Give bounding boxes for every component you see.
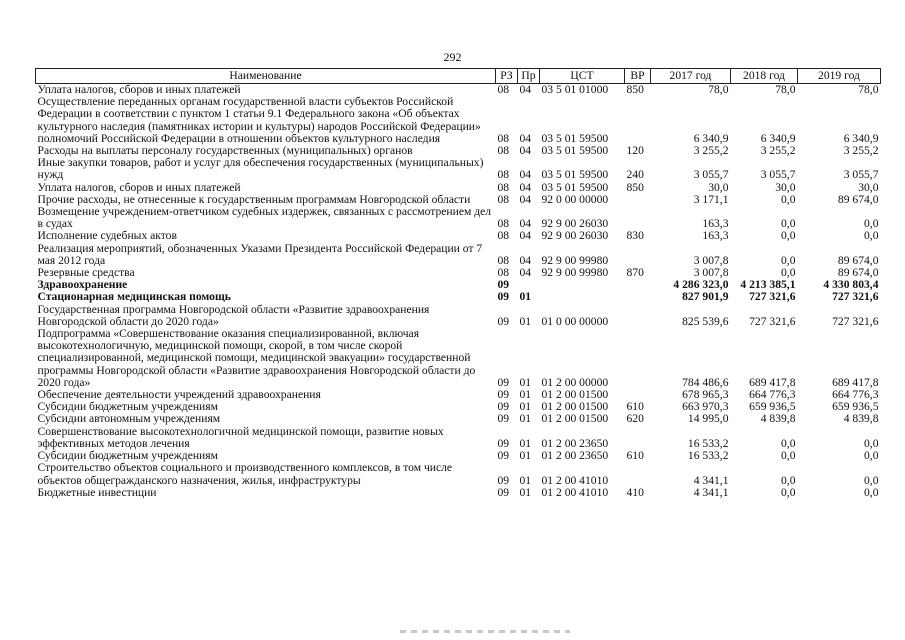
cell-name: Иные закупки товаров, работ и услуг для обеспечения государственных (муниципальных) нужд bbox=[37, 156, 484, 182]
cell-cst: 01 2 00 01500 bbox=[541, 400, 609, 414]
cell-cst: 01 2 00 23650 bbox=[541, 436, 609, 450]
cell-y2018: 727 321,6 bbox=[749, 314, 796, 328]
cell-pr: 04 bbox=[519, 83, 532, 96]
cell-y2017: 3 055,7 bbox=[693, 168, 729, 182]
cell-y2019: 727 321,6 bbox=[832, 290, 879, 304]
cell-name: Прочие расходы, не отнесенные к государственным программам Новгородской области bbox=[37, 192, 471, 206]
cell-vr: 870 bbox=[626, 266, 644, 280]
cell-y2018: 4 213 385,1 bbox=[740, 278, 796, 292]
cell-y2019: 659 936,5 bbox=[832, 400, 879, 414]
table-row bbox=[36, 230, 881, 242]
table-row bbox=[36, 182, 881, 194]
cell-cst: 92 9 00 99980 bbox=[541, 266, 609, 280]
cell-rz: 09 bbox=[497, 388, 510, 402]
cell-name: Бюджетные инвестиции bbox=[37, 485, 157, 499]
cell-y2017: 678 965,3 bbox=[682, 388, 729, 402]
cell-y2017: 3 255,2 bbox=[693, 144, 729, 158]
cell-cst: 01 2 00 41010 bbox=[541, 485, 609, 499]
cell-name: Расходы на выплаты персоналу государственных (муниципальных) органов bbox=[37, 144, 413, 158]
cell-rz: 09 bbox=[497, 485, 510, 499]
cell-cst: 92 9 00 99980 bbox=[541, 253, 609, 267]
table-row bbox=[36, 487, 881, 499]
cell-name: Субсидии бюджетным учреждениям bbox=[37, 449, 218, 463]
cell-pr: 04 bbox=[519, 168, 532, 182]
cell-vr: 850 bbox=[626, 83, 644, 96]
cell-y2019: 727 321,6 bbox=[832, 314, 879, 328]
cell-name: Осуществление переданных органам государственной власти субъектов Российской Федерации в соответствии с пунктом 1 статьи 9.1 Федерального закона «Об объектах культурного наследия (памятниках истории и культуры) народов Российской Федерации» полномочий Российской Федерации в отношении объектов культурного наследия bbox=[37, 95, 481, 145]
cell-vr: 120 bbox=[626, 144, 644, 158]
cell-y2019: 30,0 bbox=[858, 180, 879, 194]
cell-rz: 08 bbox=[497, 192, 510, 206]
cell-y2017: 3 007,8 bbox=[693, 253, 729, 267]
cell-y2017: 163,3 bbox=[702, 217, 729, 231]
cell-y2019: 0,0 bbox=[864, 449, 879, 463]
cell-vr: 830 bbox=[626, 229, 644, 243]
table-row bbox=[36, 426, 881, 450]
cell-y2017: 3 007,8 bbox=[693, 266, 729, 280]
header-vr: ВР bbox=[625, 69, 651, 84]
cell-y2017: 827 901,9 bbox=[682, 290, 729, 304]
cell-name: Субсидии автономным учреждениям bbox=[37, 412, 221, 426]
cell-y2017: 16 533,2 bbox=[687, 449, 729, 463]
cell-cst: 03 5 01 01000 bbox=[541, 83, 609, 96]
cell-name: Уплата налогов, сборов и иных платежей bbox=[37, 180, 241, 194]
cell-y2019: 89 674,0 bbox=[837, 266, 879, 280]
cell-cst: 01 2 00 41010 bbox=[541, 473, 609, 487]
cell-pr: 04 bbox=[519, 217, 532, 231]
cell-rz: 09 bbox=[497, 412, 510, 426]
cell-vr: 410 bbox=[626, 485, 644, 499]
cell-name: Обеспечение деятельности учреждений здравоохранения bbox=[37, 388, 321, 402]
cell-name: Строительство объектов социального и производственного комплексов, в том числе объектов общегражданского назначения, жилья, инфраструктуры bbox=[37, 461, 453, 487]
cell-vr bbox=[625, 279, 651, 291]
header-2017: 2017 год bbox=[651, 69, 731, 84]
table-row bbox=[36, 291, 881, 303]
cell-y2017: 30,0 bbox=[708, 180, 729, 194]
cell-pr: 01 bbox=[519, 436, 532, 450]
cell-cst: 92 9 00 26030 bbox=[541, 229, 609, 243]
page-number: 292 bbox=[443, 50, 462, 64]
cell-y2019: 6 340,9 bbox=[843, 131, 879, 145]
cell-vr bbox=[625, 194, 651, 206]
cell-y2018: 3 055,7 bbox=[760, 168, 796, 182]
cell-rz: 08 bbox=[497, 266, 510, 280]
cell-vr bbox=[625, 426, 651, 450]
cell-pr: 01 bbox=[519, 412, 532, 426]
cell-pr: 01 bbox=[519, 473, 532, 487]
table-row bbox=[36, 462, 881, 486]
cell-vr: 850 bbox=[626, 180, 644, 194]
cell-name: Возмещение учреждением-ответчиком судебных издержек, связанных с рассмотрением дел в судах bbox=[37, 205, 492, 231]
cell-cst: 03 5 01 59500 bbox=[541, 168, 609, 182]
cell-rz: 09 bbox=[497, 375, 510, 389]
cell-y2019: 89 674,0 bbox=[837, 192, 879, 206]
cell-vr bbox=[625, 328, 651, 389]
cell-rz: 09 bbox=[497, 290, 510, 304]
cell-y2017: 4 341,1 bbox=[693, 485, 729, 499]
cell-cst: 03 5 01 59500 bbox=[541, 131, 609, 145]
cell-vr bbox=[625, 243, 651, 267]
cell-y2018: 3 255,2 bbox=[760, 144, 796, 158]
cell-y2018: 0,0 bbox=[781, 266, 796, 280]
cell-name: Стационарная медицинская помощь bbox=[37, 290, 231, 304]
cell-cst: 01 2 00 00000 bbox=[541, 375, 609, 389]
cell-y2019: 664 776,3 bbox=[832, 388, 879, 402]
cell-cst: 03 5 01 59500 bbox=[541, 144, 609, 158]
scan-artifact bbox=[400, 630, 570, 633]
cell-pr: 01 bbox=[519, 449, 532, 463]
header-cst: ЦСТ bbox=[540, 69, 625, 84]
cell-y2018: 689 417,8 bbox=[749, 375, 796, 389]
cell-y2019: 0,0 bbox=[864, 436, 879, 450]
cell-y2019: 78,0 bbox=[858, 83, 879, 96]
cell-vr bbox=[625, 206, 651, 230]
cell-y2018: 727 321,6 bbox=[749, 290, 796, 304]
cell-cst bbox=[540, 279, 625, 291]
cell-rz: 09 bbox=[497, 400, 510, 414]
cell-y2018: 0,0 bbox=[781, 485, 796, 499]
cell-y2019: 0,0 bbox=[864, 217, 879, 231]
cell-y2018: 30,0 bbox=[775, 180, 796, 194]
cell-rz: 09 bbox=[497, 449, 510, 463]
table-row bbox=[36, 157, 881, 181]
cell-pr: 04 bbox=[519, 192, 532, 206]
cell-y2019: 0,0 bbox=[864, 485, 879, 499]
cell-y2018: 0,0 bbox=[781, 253, 796, 267]
cell-rz: 08 bbox=[497, 144, 510, 158]
cell-y2017: 3 171,1 bbox=[693, 192, 729, 206]
cell-pr: 01 bbox=[519, 375, 532, 389]
cell-y2017: 14 995,0 bbox=[687, 412, 729, 426]
cell-vr: 620 bbox=[626, 412, 644, 426]
cell-rz: 08 bbox=[497, 180, 510, 194]
table-body bbox=[36, 84, 881, 499]
cell-pr: 01 bbox=[519, 400, 532, 414]
table-row bbox=[36, 206, 881, 230]
cell-pr: 04 bbox=[519, 144, 532, 158]
cell-pr: 01 bbox=[519, 290, 532, 304]
cell-cst: 03 5 01 59500 bbox=[541, 180, 609, 194]
table-row bbox=[36, 328, 881, 389]
cell-rz: 09 bbox=[497, 314, 510, 328]
cell-rz: 08 bbox=[497, 131, 510, 145]
cell-y2018: 0,0 bbox=[781, 436, 796, 450]
header-2019: 2019 год bbox=[798, 69, 881, 84]
cell-y2018: 0,0 bbox=[781, 473, 796, 487]
cell-rz: 09 bbox=[497, 278, 510, 292]
cell-rz: 08 bbox=[497, 83, 510, 96]
cell-vr: 240 bbox=[626, 168, 644, 182]
cell-cst: 01 2 00 01500 bbox=[541, 412, 609, 426]
cell-rz: 08 bbox=[497, 217, 510, 231]
cell-vr bbox=[625, 304, 651, 328]
cell-y2017: 663 970,3 bbox=[682, 400, 729, 414]
cell-pr: 04 bbox=[519, 229, 532, 243]
cell-y2019: 89 674,0 bbox=[837, 253, 879, 267]
cell-name: Реализация мероприятий, обозначенных Указами Президента Российской Федерации от 7 мая 2012 года bbox=[37, 241, 483, 267]
cell-y2017: 4 286 323,0 bbox=[673, 278, 729, 292]
table-row bbox=[36, 243, 881, 267]
budget-table bbox=[35, 68, 881, 499]
cell-y2018: 6 340,9 bbox=[760, 131, 796, 145]
cell-pr: 01 bbox=[519, 485, 532, 499]
cell-y2019: 3 255,2 bbox=[843, 144, 879, 158]
cell-name: Здравоохранение bbox=[37, 278, 128, 292]
cell-vr: 610 bbox=[626, 400, 644, 414]
cell-y2019: 0,0 bbox=[864, 229, 879, 243]
cell-y2018: 0,0 bbox=[781, 192, 796, 206]
cell-name: Уплата налогов, сборов и иных платежей bbox=[37, 83, 241, 96]
table-row bbox=[36, 304, 881, 328]
cell-rz: 09 bbox=[497, 436, 510, 450]
cell-pr: 04 bbox=[519, 253, 532, 267]
cell-y2019: 0,0 bbox=[864, 473, 879, 487]
cell-pr: 04 bbox=[519, 131, 532, 145]
cell-vr bbox=[625, 96, 651, 145]
cell-name: Государственная программа Новгородской области «Развитие здравоохранения Новгородской области до 2020 года» bbox=[37, 302, 430, 328]
cell-y2017: 6 340,9 bbox=[693, 131, 729, 145]
cell-name: Подпрограмма «Совершенствование оказания специализированной, включая высокотехнологичную, медицинской помощи, скорой, в том числе скорой специализированной, медицинской помощи, медицинской эвакуации» государственной программы Новгородской области «Развитие здравоохранения Новгородской области до 2020 года» bbox=[37, 327, 476, 389]
cell-vr bbox=[625, 291, 651, 303]
cell-pr: 04 bbox=[519, 266, 532, 280]
cell-pr: 01 bbox=[519, 314, 532, 328]
cell-y2017: 78,0 bbox=[708, 83, 729, 96]
cell-name: Совершенствование высокотехнологичной медицинской помощи, развитие новых эффективных методов лечения bbox=[37, 424, 444, 450]
cell-y2019: 4 839,8 bbox=[843, 412, 879, 426]
cell-y2017: 4 341,1 bbox=[693, 473, 729, 487]
cell-y2017: 163,3 bbox=[702, 229, 729, 243]
cell-y2017: 825 539,6 bbox=[682, 314, 729, 328]
cell-cst: 92 9 00 26030 bbox=[541, 217, 609, 231]
table-row bbox=[36, 413, 881, 425]
cell-y2018: 664 776,3 bbox=[749, 388, 796, 402]
header-2018: 2018 год bbox=[731, 69, 798, 84]
cell-y2019: 3 055,7 bbox=[843, 168, 879, 182]
cell-y2018: 659 936,5 bbox=[749, 400, 796, 414]
cell-cst bbox=[540, 291, 625, 303]
cell-y2019: 689 417,8 bbox=[832, 375, 879, 389]
cell-cst: 01 2 00 23650 bbox=[541, 449, 609, 463]
cell-vr: 610 bbox=[626, 449, 644, 463]
cell-rz: 09 bbox=[497, 473, 510, 487]
cell-cst: 92 0 00 00000 bbox=[541, 192, 609, 206]
cell-name: Исполнение судебных актов bbox=[37, 229, 177, 243]
cell-cst: 01 2 00 01500 bbox=[541, 388, 609, 402]
cell-rz: 08 bbox=[497, 168, 510, 182]
table-header-row bbox=[36, 69, 881, 84]
cell-rz: 08 bbox=[497, 229, 510, 243]
header-pr: Пр bbox=[518, 69, 540, 84]
cell-y2018: 0,0 bbox=[781, 217, 796, 231]
cell-y2017: 784 486,6 bbox=[682, 375, 729, 389]
cell-y2018: 78,0 bbox=[775, 83, 796, 96]
header-name: Наименование bbox=[36, 69, 496, 84]
table-row bbox=[36, 96, 881, 145]
cell-name: Резервные средства bbox=[37, 266, 135, 280]
cell-y2019: 4 330 803,4 bbox=[823, 278, 879, 292]
header-rz: РЗ bbox=[496, 69, 518, 84]
cell-y2017: 16 533,2 bbox=[687, 436, 729, 450]
cell-pr: 01 bbox=[519, 388, 532, 402]
cell-y2018: 4 839,8 bbox=[760, 412, 796, 426]
cell-rz: 08 bbox=[497, 253, 510, 267]
cell-cst: 01 0 00 00000 bbox=[541, 314, 609, 328]
cell-y2018: 0,0 bbox=[781, 449, 796, 463]
cell-pr: 04 bbox=[519, 180, 532, 194]
cell-name: Субсидии бюджетным учреждениям bbox=[37, 400, 218, 414]
cell-y2018: 0,0 bbox=[781, 229, 796, 243]
cell-vr bbox=[625, 462, 651, 486]
